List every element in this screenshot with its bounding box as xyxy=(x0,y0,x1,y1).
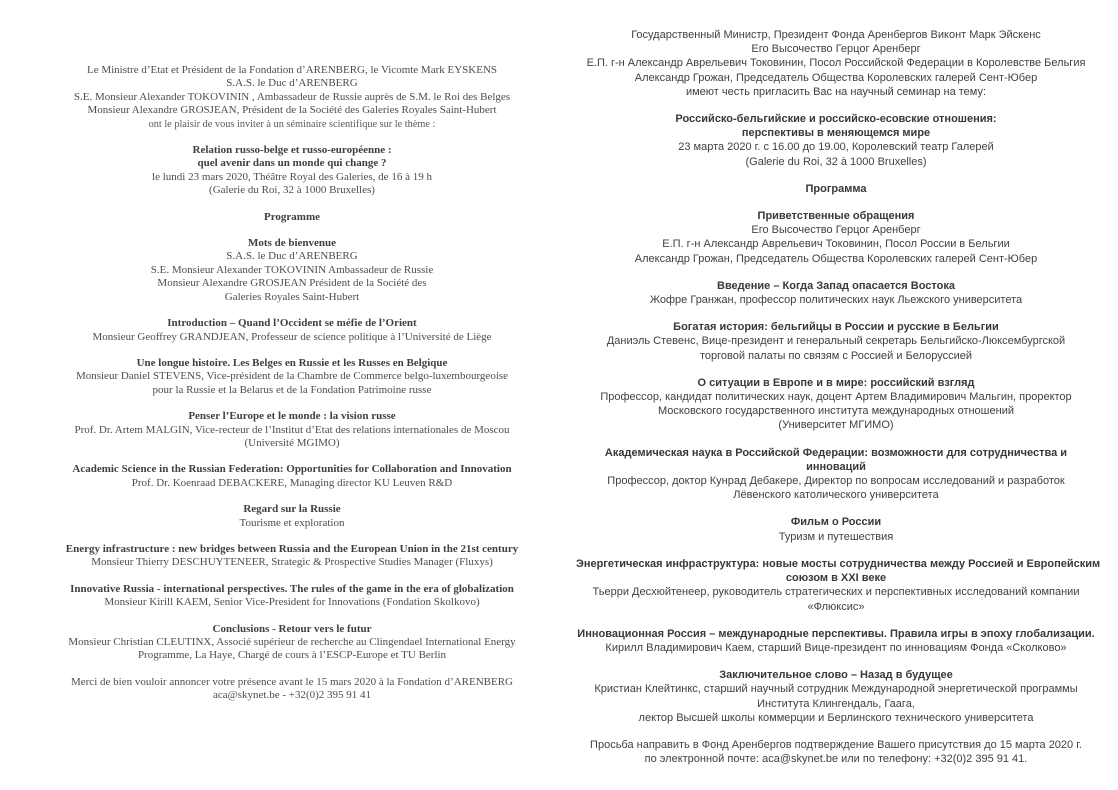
text-line: Monsieur Geoffrey GRANDJEAN, Professeur de science politique à l’Université de Liège xyxy=(92,330,492,343)
paragraph-1 xyxy=(576,112,1096,169)
paragraph-0 xyxy=(576,28,1096,99)
text-line: Monsieur Daniel STEVENS, Vice-président de la Chambre de Commerce belgo-luxembourgeoise xyxy=(75,370,509,383)
paragraph-6 xyxy=(30,410,554,450)
paragraph-4 xyxy=(576,279,1096,307)
heading-line: О ситуации в Европе и в мире: российский взгляд xyxy=(697,376,975,389)
paragraph-3 xyxy=(576,209,1096,266)
text-line: 23 марта 2020 г. с 16.00 до 19.00, Королевский театр Галерей xyxy=(678,141,994,154)
text-line: лектор Высшей школы коммерции и Берлинского технического университета xyxy=(638,711,1034,724)
text-line: Е.П. г-н Александр Аврельевич Токовинин, Посол Российской Федерации в Королевстве Бельгия xyxy=(586,57,1086,70)
text-line: Кирилл Владимирович Каем, старший Вице-президент по инновациям Фонда «Сколково» xyxy=(605,641,1067,654)
heading-line: союзом в XXI веке xyxy=(785,572,887,585)
text-line: S.A.S. le Duc d’ARENBERG xyxy=(226,250,358,263)
paragraph-10 xyxy=(30,583,554,610)
heading-line: Заключительное слово – Назад в будущее xyxy=(719,669,953,682)
heading-line: Relation russo-belge et russo-européenne : xyxy=(192,144,392,157)
text-line: по электронной почте: aca@skynet.be или по телефону: +32(0)2 395 91 41. xyxy=(644,753,1028,766)
text-line: Merci de bien vouloir annoncer votre présence avant le 15 mars 2020 à la Fondation d’ARENBERG xyxy=(70,675,513,688)
text-line: Туризм и путешествия xyxy=(778,530,894,543)
heading-line: Academic Science in the Russian Federation: Opportunities for Collaboration and Innovation xyxy=(72,463,512,476)
text-line: Профессор, кандидат политических наук, доцент Артем Владимирович Мальгин, проректор xyxy=(600,391,1072,404)
text-line: Даниэль Стевенс, Вице-президент и генеральный секретарь Бельгийско-Люксембургской xyxy=(606,335,1066,348)
text-line: Московского государственного института международных отношений xyxy=(658,405,1014,418)
text-line: имеют честь пригласить Вас на научный семинар на тему: xyxy=(685,85,987,98)
text-line: (Galerie du Roi, 32 à 1000 Bruxelles) xyxy=(209,184,375,197)
text-line: Жофре Гранжан, профессор политических наук Льежского университета xyxy=(649,294,1023,307)
heading-line: Богатая история: бельгийцы в России и русские в Бельгии xyxy=(673,321,999,334)
left-column-french xyxy=(30,64,554,716)
text-line: Monsieur Thierry DESCHUYTENEER, Strategic & Prospective Studies Manager (Fluxys) xyxy=(91,556,493,569)
text-line: Prof. Dr. Koenraad DEBACKERE, Managing director KU Leuven R&D xyxy=(131,476,453,489)
text-line: Prof. Dr. Artem MALGIN, Vice-recteur de l’Institut d’Etat des relations internationales de Moscou xyxy=(74,423,510,436)
text-line: Просьба направить в Фонд Аренбергов подтверждение Вашего присутствия до 15 марта 2020 г. xyxy=(590,738,1082,751)
text-line: Programme, La Haye, Chargé de cours à l’ESCP-Europe et TU Berlin xyxy=(137,649,447,662)
text-line: Кристиан Клейтинкс, старший научный сотрудник Международной энергетической программы xyxy=(594,683,1078,696)
paragraph-12 xyxy=(30,676,554,703)
text-line: Государственный Министр, Президент Фонда Аренбергов Виконт Марк Эйскенс xyxy=(631,29,1041,41)
text-line: ont le plaisir de vous inviter à un séminaire scientifique sur le thème : xyxy=(148,118,436,130)
text-line: Е.П. г-н Александр Аврельевич Токовинин, Посол России в Бельгии xyxy=(662,238,1010,251)
text-line: Monsieur Alexandre GROSJEAN Président de la Société des xyxy=(157,277,427,290)
text-line: le lundi 23 mars 2020, Théâtre Royal des Galeries, de 16 à 19 h xyxy=(152,170,432,183)
heading-line: Фильм о России xyxy=(790,516,882,529)
heading-line: инноваций xyxy=(806,460,866,473)
heading-line: Приветственные обращения xyxy=(757,210,915,223)
text-line: (Université MGIMO) xyxy=(244,436,340,449)
text-line: Александр Грожан, Председатель Общества Королевских галерей Сент-Юбер xyxy=(634,252,1038,265)
paragraph-7 xyxy=(30,463,554,490)
paragraph-8 xyxy=(30,503,554,530)
text-line: Лёвенского католического университета xyxy=(733,489,939,502)
text-line: Tourisme et exploration xyxy=(239,516,345,529)
heading-line: Введение – Когда Запад опасается Востока xyxy=(717,279,955,292)
text-line: Профессор, доктор Кунрад Дебакере, Директор по вопросам исследований и разработок xyxy=(607,475,1065,488)
heading-line: Programme xyxy=(264,210,320,223)
heading-line: Innovative Russia - international perspectives. The rules of the game in the era of globalization xyxy=(70,582,514,595)
heading-line: перспективы в меняющемся мире xyxy=(741,127,931,140)
paragraph-9 xyxy=(30,543,554,570)
heading-line: Conclusions - Retour vers le futur xyxy=(212,622,372,635)
paragraph-10 xyxy=(576,627,1096,655)
paragraph-5 xyxy=(576,320,1096,363)
text-line: S.A.S. le Duc d’ARENBERG xyxy=(226,77,358,90)
heading-line: quel avenir dans un monde qui change ? xyxy=(197,157,387,170)
heading-line: Энергетическая инфраструктура: новые мосты сотрудничества между Россией и Европейским xyxy=(576,557,1101,570)
text-line: «Флюксис» xyxy=(807,600,865,613)
paragraph-0 xyxy=(30,64,554,131)
heading-line: Mots de bienvenue xyxy=(248,237,336,250)
text-line: (Университет МГИМО) xyxy=(778,419,894,432)
heading-line: Penser l’Europe et le monde : la vision russe xyxy=(188,410,396,423)
heading-line: Программа xyxy=(805,182,867,195)
heading-line: Российско-бельгийские и российско-есовские отношения: xyxy=(675,113,997,126)
text-line: Le Ministre d’Etat et Président de la Fondation d’ARENBERG, le Vicomte Mark EYSKENS xyxy=(86,64,498,76)
paragraph-11 xyxy=(576,668,1096,725)
text-line: Его Высочество Герцог Аренберг xyxy=(751,43,921,56)
text-line: Monsieur Alexandre GROSJEAN, Président de la Société des Galeries Royales Saint-Hubert xyxy=(87,104,497,117)
paragraph-2 xyxy=(576,182,1096,196)
text-line: Monsieur Christian CLEUTINX, Associé supérieur de recherche au Clingendael International Energy xyxy=(68,636,516,648)
text-line: pour la Russie et la Belarus et de la Fondation Patrimoine russe xyxy=(152,383,432,396)
right-column-russian xyxy=(576,28,1101,779)
paragraph-2 xyxy=(30,211,554,224)
text-line: торговой палаты по связям с Россией и Белоруссией xyxy=(700,349,972,362)
heading-line: Инновационная Россия – международные перспективы. Правила игры в эпоху глобализации. xyxy=(577,627,1095,640)
text-line: Monsieur Kirill KAEM, Senior Vice-President for Innovations (Fondation Skolkovo) xyxy=(104,596,480,609)
paragraph-1 xyxy=(30,144,554,198)
text-line: (Galerie du Roi, 32 à 1000 Bruxelles) xyxy=(745,155,927,168)
text-line: Тьерри Десхюйтенеер, руководитель стратегических и перспективных исследований компании xyxy=(592,586,1080,599)
text-line: S.E. Monsieur Alexander TOKOVININ , Ambassadeur de Russie auprès de S.M. le Roi des Belges xyxy=(73,90,511,103)
paragraph-11 xyxy=(30,623,554,663)
heading-line: Regard sur la Russie xyxy=(243,503,341,516)
text-line: Александр Грожан, Председатель Общества Королевских галерей Сент-Юбер xyxy=(634,71,1038,84)
text-line: Его Высочество Герцог Аренберг xyxy=(751,224,921,237)
heading-line: Introduction – Quand l’Occident se méfie de l’Orient xyxy=(167,317,417,330)
heading-line: Академическая наука в Российской Федерации: возможности для сотрудничества и xyxy=(604,446,1068,459)
paragraph-12 xyxy=(576,738,1096,766)
text-line: aca@skynet.be - +32(0)2 395 91 41 xyxy=(212,689,372,702)
paragraph-6 xyxy=(576,376,1096,433)
text-line: Galeries Royales Saint-Hubert xyxy=(224,290,360,303)
paragraph-4 xyxy=(30,317,554,344)
text-line: S.E. Monsieur Alexander TOKOVININ Ambassadeur de Russie xyxy=(150,263,434,276)
heading-line: Energy infrastructure : new bridges between Russia and the European Union in the 21st century xyxy=(65,542,519,555)
paragraph-9 xyxy=(576,557,1101,614)
paragraph-7 xyxy=(576,446,1096,503)
paragraph-8 xyxy=(576,515,1096,543)
heading-line: Une longue histoire. Les Belges en Russie et les Russes en Belgique xyxy=(136,356,448,369)
paragraph-3 xyxy=(30,237,554,304)
paragraph-5 xyxy=(30,357,554,397)
text-line: Института Клингендаль, Гаага, xyxy=(757,697,915,710)
